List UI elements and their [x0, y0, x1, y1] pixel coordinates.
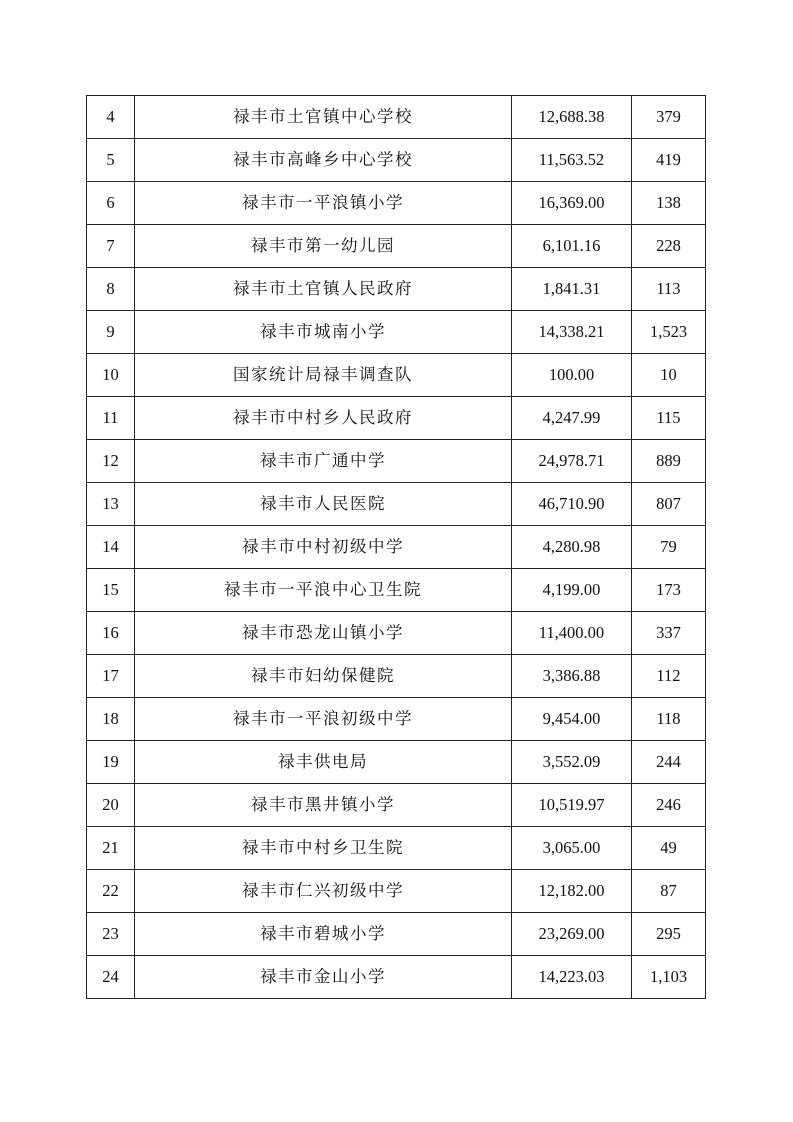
- row-number: 13: [87, 483, 135, 526]
- table-row: [87, 913, 706, 956]
- count: 246: [632, 784, 706, 827]
- row-number: 17: [87, 655, 135, 698]
- unit-name: 禄丰市城南小学: [135, 311, 512, 354]
- unit-name: 禄丰市一平浪中心卫生院: [135, 569, 512, 612]
- count: 113: [632, 268, 706, 311]
- unit-name: 禄丰市恐龙山镇小学: [135, 612, 512, 655]
- amount: 9,454.00: [512, 698, 632, 741]
- count: 173: [632, 569, 706, 612]
- row-number: 20: [87, 784, 135, 827]
- amount: 4,280.98: [512, 526, 632, 569]
- row-number: 10: [87, 354, 135, 397]
- count: 244: [632, 741, 706, 784]
- count: 889: [632, 440, 706, 483]
- count: 87: [632, 870, 706, 913]
- unit-name: 禄丰市中村乡人民政府: [135, 397, 512, 440]
- unit-name: 禄丰市碧城小学: [135, 913, 512, 956]
- count: 112: [632, 655, 706, 698]
- table-row: [87, 569, 706, 612]
- row-number: 4: [87, 96, 135, 139]
- count: 115: [632, 397, 706, 440]
- count: 807: [632, 483, 706, 526]
- unit-name: 禄丰市黑井镇小学: [135, 784, 512, 827]
- unit-name: 禄丰市人民医院: [135, 483, 512, 526]
- amount: 46,710.90: [512, 483, 632, 526]
- table-row: [87, 741, 706, 784]
- unit-name: 国家统计局禄丰调查队: [135, 354, 512, 397]
- row-number: 7: [87, 225, 135, 268]
- amount: 11,563.52: [512, 139, 632, 182]
- count: 1,103: [632, 956, 706, 999]
- unit-name: 禄丰市妇幼保健院: [135, 655, 512, 698]
- row-number: 15: [87, 569, 135, 612]
- unit-name: 禄丰供电局: [135, 741, 512, 784]
- unit-name: 禄丰市土官镇中心学校: [135, 96, 512, 139]
- unit-name: 禄丰市金山小学: [135, 956, 512, 999]
- row-number: 24: [87, 956, 135, 999]
- amount: 24,978.71: [512, 440, 632, 483]
- unit-name: 禄丰市一平浪初级中学: [135, 698, 512, 741]
- table-row: [87, 182, 706, 225]
- unit-name: 禄丰市仁兴初级中学: [135, 870, 512, 913]
- amount: 3,065.00: [512, 827, 632, 870]
- count: 1,523: [632, 311, 706, 354]
- unit-name: 禄丰市中村初级中学: [135, 526, 512, 569]
- unit-name: 禄丰市高峰乡中心学校: [135, 139, 512, 182]
- amount: 4,247.99: [512, 397, 632, 440]
- amount: 12,688.38: [512, 96, 632, 139]
- amount: 1,841.31: [512, 268, 632, 311]
- count: 419: [632, 139, 706, 182]
- amount: 16,369.00: [512, 182, 632, 225]
- amount: 4,199.00: [512, 569, 632, 612]
- row-number: 21: [87, 827, 135, 870]
- table-row: [87, 655, 706, 698]
- row-number: 9: [87, 311, 135, 354]
- table-row: [87, 397, 706, 440]
- table-row: [87, 526, 706, 569]
- table-row: [87, 827, 706, 870]
- table-row: [87, 698, 706, 741]
- table-row: [87, 268, 706, 311]
- amount: 12,182.00: [512, 870, 632, 913]
- unit-name: 禄丰市土官镇人民政府: [135, 268, 512, 311]
- row-number: 18: [87, 698, 135, 741]
- amount: 14,223.03: [512, 956, 632, 999]
- count: 337: [632, 612, 706, 655]
- amount: 3,386.88: [512, 655, 632, 698]
- amount: 23,269.00: [512, 913, 632, 956]
- data-table: [86, 95, 706, 999]
- table-row: [87, 956, 706, 999]
- count: 228: [632, 225, 706, 268]
- table-row: [87, 354, 706, 397]
- count: 379: [632, 96, 706, 139]
- row-number: 5: [87, 139, 135, 182]
- row-number: 8: [87, 268, 135, 311]
- table-row: [87, 139, 706, 182]
- table-row: [87, 870, 706, 913]
- amount: 3,552.09: [512, 741, 632, 784]
- amount: 6,101.16: [512, 225, 632, 268]
- unit-name: 禄丰市中村乡卫生院: [135, 827, 512, 870]
- count: 138: [632, 182, 706, 225]
- row-number: 22: [87, 870, 135, 913]
- table-row: [87, 440, 706, 483]
- row-number: 11: [87, 397, 135, 440]
- count: 10: [632, 354, 706, 397]
- table-row: [87, 784, 706, 827]
- row-number: 16: [87, 612, 135, 655]
- unit-name: 禄丰市第一幼儿园: [135, 225, 512, 268]
- table-row: [87, 483, 706, 526]
- count: 118: [632, 698, 706, 741]
- count: 295: [632, 913, 706, 956]
- amount: 14,338.21: [512, 311, 632, 354]
- table-body: [87, 96, 706, 999]
- row-number: 6: [87, 182, 135, 225]
- count: 49: [632, 827, 706, 870]
- row-number: 19: [87, 741, 135, 784]
- amount: 10,519.97: [512, 784, 632, 827]
- table-row: [87, 612, 706, 655]
- row-number: 23: [87, 913, 135, 956]
- amount: 11,400.00: [512, 612, 632, 655]
- row-number: 12: [87, 440, 135, 483]
- table-row: [87, 311, 706, 354]
- row-number: 14: [87, 526, 135, 569]
- unit-name: 禄丰市一平浪镇小学: [135, 182, 512, 225]
- count: 79: [632, 526, 706, 569]
- amount: 100.00: [512, 354, 632, 397]
- unit-name: 禄丰市广通中学: [135, 440, 512, 483]
- table-row: [87, 225, 706, 268]
- table-row: [87, 96, 706, 139]
